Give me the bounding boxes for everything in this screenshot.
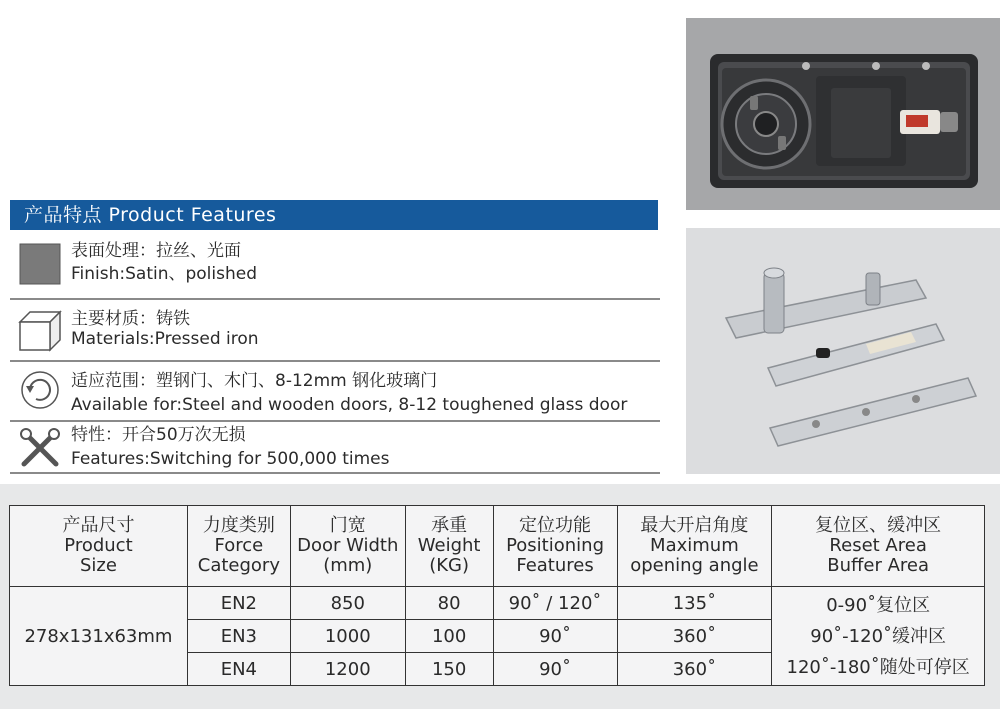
feature-durability-en: Features:Switching for 500,000 times [71, 449, 390, 469]
cell-angle: 360˚ [617, 620, 772, 653]
cell-areas [772, 587, 985, 686]
feature-row-materials [10, 300, 660, 362]
feature-application-cn: 适应范围：塑钢门、木门、8-12mm 钢化玻璃门 [71, 371, 438, 391]
area-free-stop: 120˚-180˚随处可停区 [786, 656, 970, 678]
cell-weight: 80 [405, 587, 493, 620]
header-force-category: 力度类别 Force Category [187, 506, 290, 587]
cell-force: EN3 [187, 620, 290, 653]
cell-weight: 100 [405, 620, 493, 653]
header-weight: 承重 Weight (KG) [405, 506, 493, 587]
cell-width: 850 [290, 587, 405, 620]
cell-weight: 150 [405, 653, 493, 686]
cell-positioning: 90˚ [493, 620, 617, 653]
header-product-size: 产品尺寸 Product Size [10, 506, 188, 587]
feature-row-durability [10, 422, 660, 474]
swatch-square-icon [16, 242, 64, 286]
header-max-angle: 最大开启角度 Maximum opening angle [617, 506, 772, 587]
cell-positioning: 90˚ / 120˚ [493, 587, 617, 620]
feature-materials-cn: 主要材质：铸铁 [71, 309, 190, 329]
cell-positioning: 90˚ [493, 653, 617, 686]
cell-width: 1200 [290, 653, 405, 686]
feature-row-application [10, 362, 660, 422]
feature-row-finish [10, 230, 660, 300]
header-door-width: 门宽 Door Width (mm) [290, 506, 405, 587]
area-buffer: 90˚-120˚缓冲区 [810, 625, 947, 647]
specification-section [0, 484, 1000, 709]
feature-application-en: Available for:Steel and wooden doors, 8-12 toughened glass door [71, 395, 628, 415]
feature-finish-en: Finish:Satin、polished [71, 264, 258, 284]
product-photo-brackets [686, 228, 1000, 474]
specification-table [9, 505, 985, 686]
cell-angle: 135˚ [617, 587, 772, 620]
area-reset: 0-90˚复位区 [826, 594, 931, 616]
cell-force: EN4 [187, 653, 290, 686]
feature-durability-cn: 特性：开合50万次无损 [71, 425, 246, 445]
tools-icon [16, 426, 64, 470]
cell-force: EN2 [187, 587, 290, 620]
brackets-illustration [686, 228, 1000, 474]
table-header-row [10, 506, 985, 587]
refresh-cycle-icon [16, 368, 64, 412]
table-row [10, 587, 985, 620]
header-positioning: 定位功能 Positioning Features [493, 506, 617, 587]
cell-product-size: 278x131x63mm [10, 587, 188, 686]
product-features-header: 产品特点 Product Features [10, 200, 658, 230]
cube-icon [16, 308, 64, 352]
header-reset-buffer: 复位区、缓冲区 Reset Area Buffer Area [772, 506, 985, 587]
cell-width: 1000 [290, 620, 405, 653]
product-photo-floor-spring [686, 18, 1000, 210]
cell-angle: 360˚ [617, 653, 772, 686]
feature-materials-en: Materials:Pressed iron [71, 329, 259, 349]
feature-finish-cn: 表面处理：拉丝、光面 [71, 241, 241, 261]
floor-spring-illustration [686, 18, 1000, 210]
